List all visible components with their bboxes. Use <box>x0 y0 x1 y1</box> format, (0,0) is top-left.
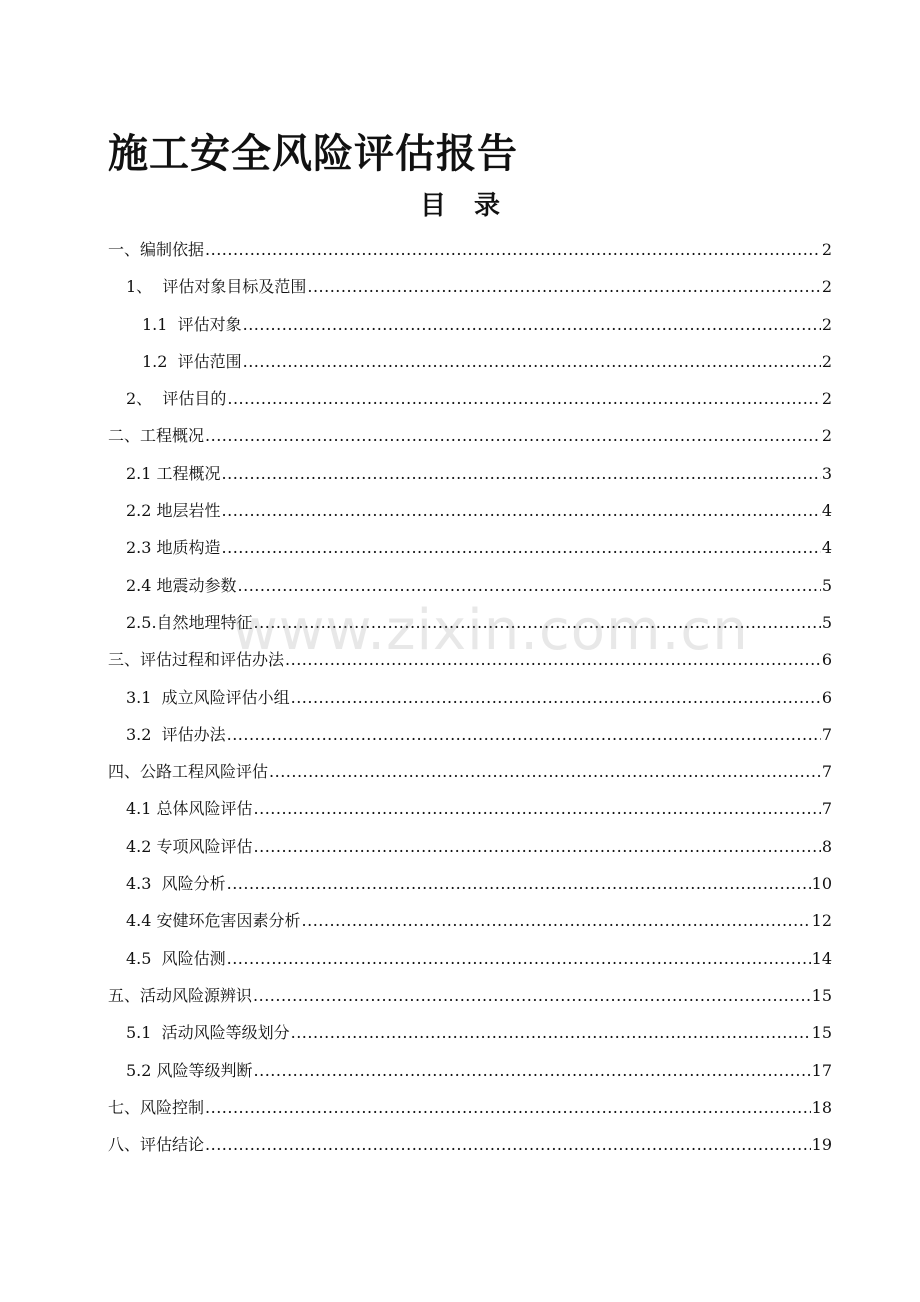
toc-entry[interactable] <box>0 641 920 678</box>
toc-entry-label: 4.4 安健环危害因素分析 <box>126 911 301 931</box>
toc-entry-line <box>126 275 832 299</box>
toc-entry-line <box>126 536 832 560</box>
toc-entry-page-number: 2 <box>821 314 832 334</box>
toc-dot-leader <box>302 909 811 933</box>
toc-entry-page-number: 5 <box>821 575 832 595</box>
toc-entry[interactable] <box>0 380 920 417</box>
toc-entry-label: 4.1 总体风险评估 <box>126 799 253 819</box>
toc-entry-page-number: 2 <box>821 240 832 259</box>
toc-entry-label: 2.4 地震动参数 <box>126 575 237 595</box>
toc-entry-page-number: 4 <box>821 538 832 558</box>
watermark-text: www.zixin.com.cn <box>232 598 749 663</box>
toc-entry-label: 二、工程概况 <box>108 426 205 446</box>
toc-dot-leader <box>227 387 820 411</box>
toc-entry-page-number: 7 <box>821 799 832 819</box>
toc-dot-leader <box>205 1133 811 1157</box>
toc-entry-line <box>108 238 832 262</box>
toc-entry[interactable] <box>0 679 920 716</box>
toc-entry-line <box>126 1059 832 1083</box>
toc-dot-leader <box>205 238 821 262</box>
toc-entry-page-number: 18 <box>811 1097 832 1117</box>
toc-dot-leader <box>227 872 811 896</box>
toc-entry[interactable] <box>0 529 920 566</box>
toc-entry-line <box>126 686 832 710</box>
toc-entry-page-number: 8 <box>821 836 832 856</box>
toc-entry-page-number: 6 <box>821 650 832 670</box>
toc-dot-leader <box>269 760 821 784</box>
toc-entry[interactable] <box>0 977 920 1014</box>
toc-entry[interactable] <box>0 231 920 268</box>
toc-dot-leader <box>222 499 821 523</box>
toc-entry-page-number: 19 <box>811 1135 832 1155</box>
toc-entry[interactable] <box>0 790 920 827</box>
toc-dot-leader <box>254 835 821 859</box>
toc-entry[interactable] <box>0 306 920 343</box>
toc-entry[interactable] <box>0 268 920 305</box>
toc-entry[interactable] <box>0 567 920 604</box>
toc-dot-leader <box>307 275 820 299</box>
toc-entry[interactable] <box>0 455 920 492</box>
toc-entry-page-number: 2 <box>821 426 832 446</box>
toc-dot-leader <box>254 1059 811 1083</box>
toc-entry[interactable] <box>0 940 920 977</box>
toc-entry[interactable] <box>0 865 920 902</box>
toc-entry-line <box>126 387 832 411</box>
toc-entry-label: 2.5.自然地理特征 <box>126 612 253 632</box>
toc-entry[interactable] <box>0 716 920 753</box>
toc-entry-label: 七、风险控制 <box>108 1097 205 1117</box>
toc-entry-label: 八、评估结论 <box>108 1135 205 1155</box>
toc-entry-line <box>126 872 832 896</box>
toc-entry-label: 1、 评估对象目标及范围 <box>126 277 307 297</box>
toc-entry-page-number: 15 <box>811 985 832 1005</box>
toc-entry-page-number: 12 <box>811 911 832 931</box>
toc-entry-label: 3.1 成立风险评估小组 <box>126 687 290 707</box>
toc-dot-leader <box>227 947 811 971</box>
toc-entry[interactable] <box>0 492 920 529</box>
toc-dot-leader <box>291 1021 811 1045</box>
toc-dot-leader <box>205 1096 811 1120</box>
toc-dot-leader <box>227 723 821 747</box>
toc-entry-label: 1.2 评估范围 <box>142 351 242 371</box>
toc-dot-leader <box>254 611 821 635</box>
toc-entry-line <box>126 947 832 971</box>
toc-entry-label: 五、活动风险源辨识 <box>108 985 253 1005</box>
toc-entry-line <box>126 462 832 486</box>
toc-dot-leader <box>291 686 821 710</box>
toc-dot-leader <box>243 313 821 337</box>
toc-entry-line <box>126 611 832 635</box>
toc-entry-page-number: 7 <box>821 724 832 744</box>
toc-entry-line <box>142 350 832 374</box>
toc-entry-line <box>108 760 832 784</box>
toc-dot-leader <box>243 350 821 374</box>
toc-entry-page-number: 2 <box>821 277 832 297</box>
toc-entry-line <box>108 1133 832 1157</box>
toc-entry-line <box>108 424 832 448</box>
toc-entry-label: 4.3 风险分析 <box>126 874 226 894</box>
toc-entry[interactable] <box>0 753 920 790</box>
toc-entry-line <box>126 1021 832 1045</box>
document-title: 施工安全风险评估报告 <box>108 130 518 177</box>
toc-entry-page-number: 14 <box>811 948 832 968</box>
toc-entry-label: 2、 评估目的 <box>126 389 227 409</box>
toc-entry[interactable] <box>0 828 920 865</box>
toc-entry-label: 一、编制依据 <box>108 240 205 259</box>
toc-dot-leader <box>285 648 821 672</box>
toc-entry-page-number: 4 <box>821 501 832 521</box>
toc-dot-leader <box>238 574 821 598</box>
toc-entry-label: 5.1 活动风险等级划分 <box>126 1023 290 1043</box>
toc-entry-line <box>126 499 832 523</box>
toc-entry-label: 4.2 专项风险评估 <box>126 836 253 856</box>
toc-dot-leader <box>205 424 821 448</box>
toc-entry-label: 2.3 地质构造 <box>126 538 221 558</box>
toc-entry-line <box>126 797 832 821</box>
table-of-contents <box>0 231 920 1163</box>
toc-entry-line <box>142 313 832 337</box>
toc-entry-page-number: 5 <box>821 612 832 632</box>
toc-entry[interactable] <box>0 1052 920 1089</box>
toc-entry-label: 四、公路工程风险评估 <box>108 762 269 782</box>
toc-dot-leader <box>222 536 821 560</box>
toc-entry-label: 5.2 风险等级判断 <box>126 1060 253 1080</box>
toc-entry-line <box>126 723 832 747</box>
toc-dot-leader <box>222 462 821 486</box>
toc-entry[interactable] <box>0 1014 920 1051</box>
toc-entry-line <box>108 648 832 672</box>
toc-entry-label: 2.1 工程概况 <box>126 463 221 483</box>
toc-entry[interactable] <box>0 1089 920 1126</box>
toc-entry-line <box>108 984 832 1008</box>
toc-entry-label: 1.1 评估对象 <box>142 314 242 334</box>
toc-entry-page-number: 6 <box>821 687 832 707</box>
toc-entry-page-number: 7 <box>821 762 832 782</box>
toc-entry-page-number: 2 <box>821 351 832 371</box>
toc-entry-page-number: 10 <box>811 874 832 894</box>
toc-entry[interactable] <box>0 1126 920 1163</box>
toc-entry-page-number: 17 <box>811 1060 832 1080</box>
toc-entry-label: 4.5 风险估测 <box>126 948 226 968</box>
toc-entry-page-number: 3 <box>821 463 832 483</box>
toc-entry-label: 三、评估过程和评估办法 <box>108 650 285 670</box>
toc-entry-line <box>126 909 832 933</box>
toc-entry[interactable] <box>0 604 920 641</box>
toc-entry[interactable] <box>0 902 920 939</box>
toc-dot-leader <box>253 984 811 1008</box>
toc-entry-page-number: 15 <box>811 1023 832 1043</box>
toc-entry-line <box>126 835 832 859</box>
toc-entry[interactable] <box>0 343 920 380</box>
toc-entry-label: 2.2 地层岩性 <box>126 501 221 521</box>
toc-entry-line <box>126 574 832 598</box>
toc-entry[interactable] <box>0 417 920 454</box>
toc-dot-leader <box>254 797 821 821</box>
toc-entry-line <box>108 1096 832 1120</box>
toc-heading: 目录 <box>419 191 528 221</box>
toc-entry-label: 3.2 评估办法 <box>126 724 226 744</box>
toc-entry-page-number: 2 <box>821 389 832 409</box>
